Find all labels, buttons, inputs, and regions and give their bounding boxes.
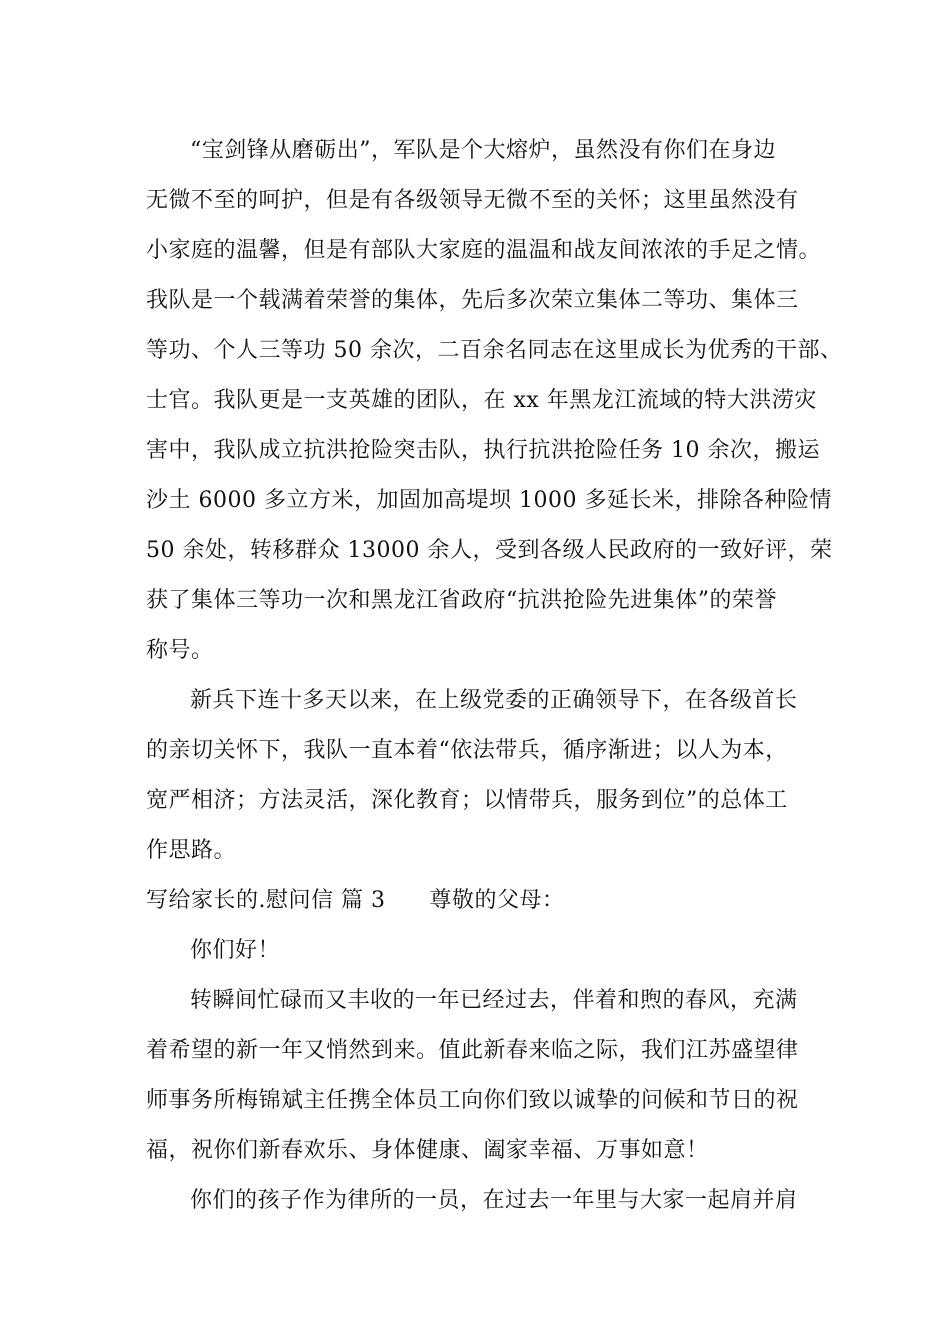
paragraph-line: 福，祝你们新春欢乐、身体健康、阖家幸福、万事如意！	[146, 1138, 709, 1163]
paragraph-line: 无微不至的呵护，但是有各级领导无微不至的关怀；这里虽然没有	[146, 188, 799, 213]
paragraph-line: 着希望的新一年又悄然到来。值此新春来临之际，我们江苏盛望律	[146, 1038, 799, 1063]
paragraph-line: 宽严相济；方法灵活，深化教育；以情带兵，服务到位”的总体工	[146, 788, 788, 813]
paragraph-line: 的亲切关怀下，我队一直本着“依法带兵，循序渐进；以人为本，	[146, 738, 788, 763]
paragraph-line: 新兵下连十多天以来，在上级党委的正确领导下，在各级首长	[190, 688, 798, 713]
letter-salutation: 尊敬的父母：	[429, 888, 565, 913]
paragraph-line: 等功、个人三等功 50 余次，二百余名同志在这里成长为优秀的干部、	[146, 338, 843, 363]
paragraph-line: “宝剑锋从磨砺出”，军队是个大熔炉，虽然没有你们在身边	[190, 138, 776, 163]
paragraph-line: 小家庭的温馨，但是有部队大家庭的温温和战友间浓浓的手足之情。	[146, 238, 822, 263]
paragraph-line: 士官。我队更是一支英雄的团队，在 xx 年黑龙江流域的特大洪涝灾	[146, 388, 817, 413]
paragraph-line: 沙土 6000 多立方米，加固加高堤坝 1000 多延长米，排除各种险情	[146, 488, 832, 513]
paragraph-line: 转瞬间忙碌而又丰收的一年已经过去，伴着和煦的春风，充满	[190, 988, 798, 1013]
letter-title: 写给家长的.慰问信 篇 3	[146, 888, 386, 913]
paragraph-line: 害中，我队成立抗洪抢险突击队，执行抗洪抢险任务 10 余次，搬运	[146, 438, 820, 463]
paragraph-line: 获了集体三等功一次和黑龙江省政府“抗洪抢险先进集体”的荣誉	[146, 588, 777, 613]
paragraph-line: 我队是一个载满着荣誉的集体，先后多次荣立集体二等功、集体三	[146, 288, 799, 313]
paragraph-line: 称号。	[146, 638, 214, 663]
paragraph-line: 你们的孩子作为律所的一员，在过去一年里与大家一起肩并肩	[190, 1188, 798, 1213]
paragraph-line: 50 余处，转移群众 13000 余人，受到各级人民政府的一致好评，荣	[146, 538, 833, 563]
section-heading	[146, 886, 565, 916]
paragraph-line: 作思路。	[146, 838, 237, 863]
greeting-line: 你们好！	[190, 938, 281, 963]
paragraph-line: 师事务所梅锦斌主任携全体员工向你们致以诚挚的问候和节日的祝	[146, 1088, 799, 1113]
